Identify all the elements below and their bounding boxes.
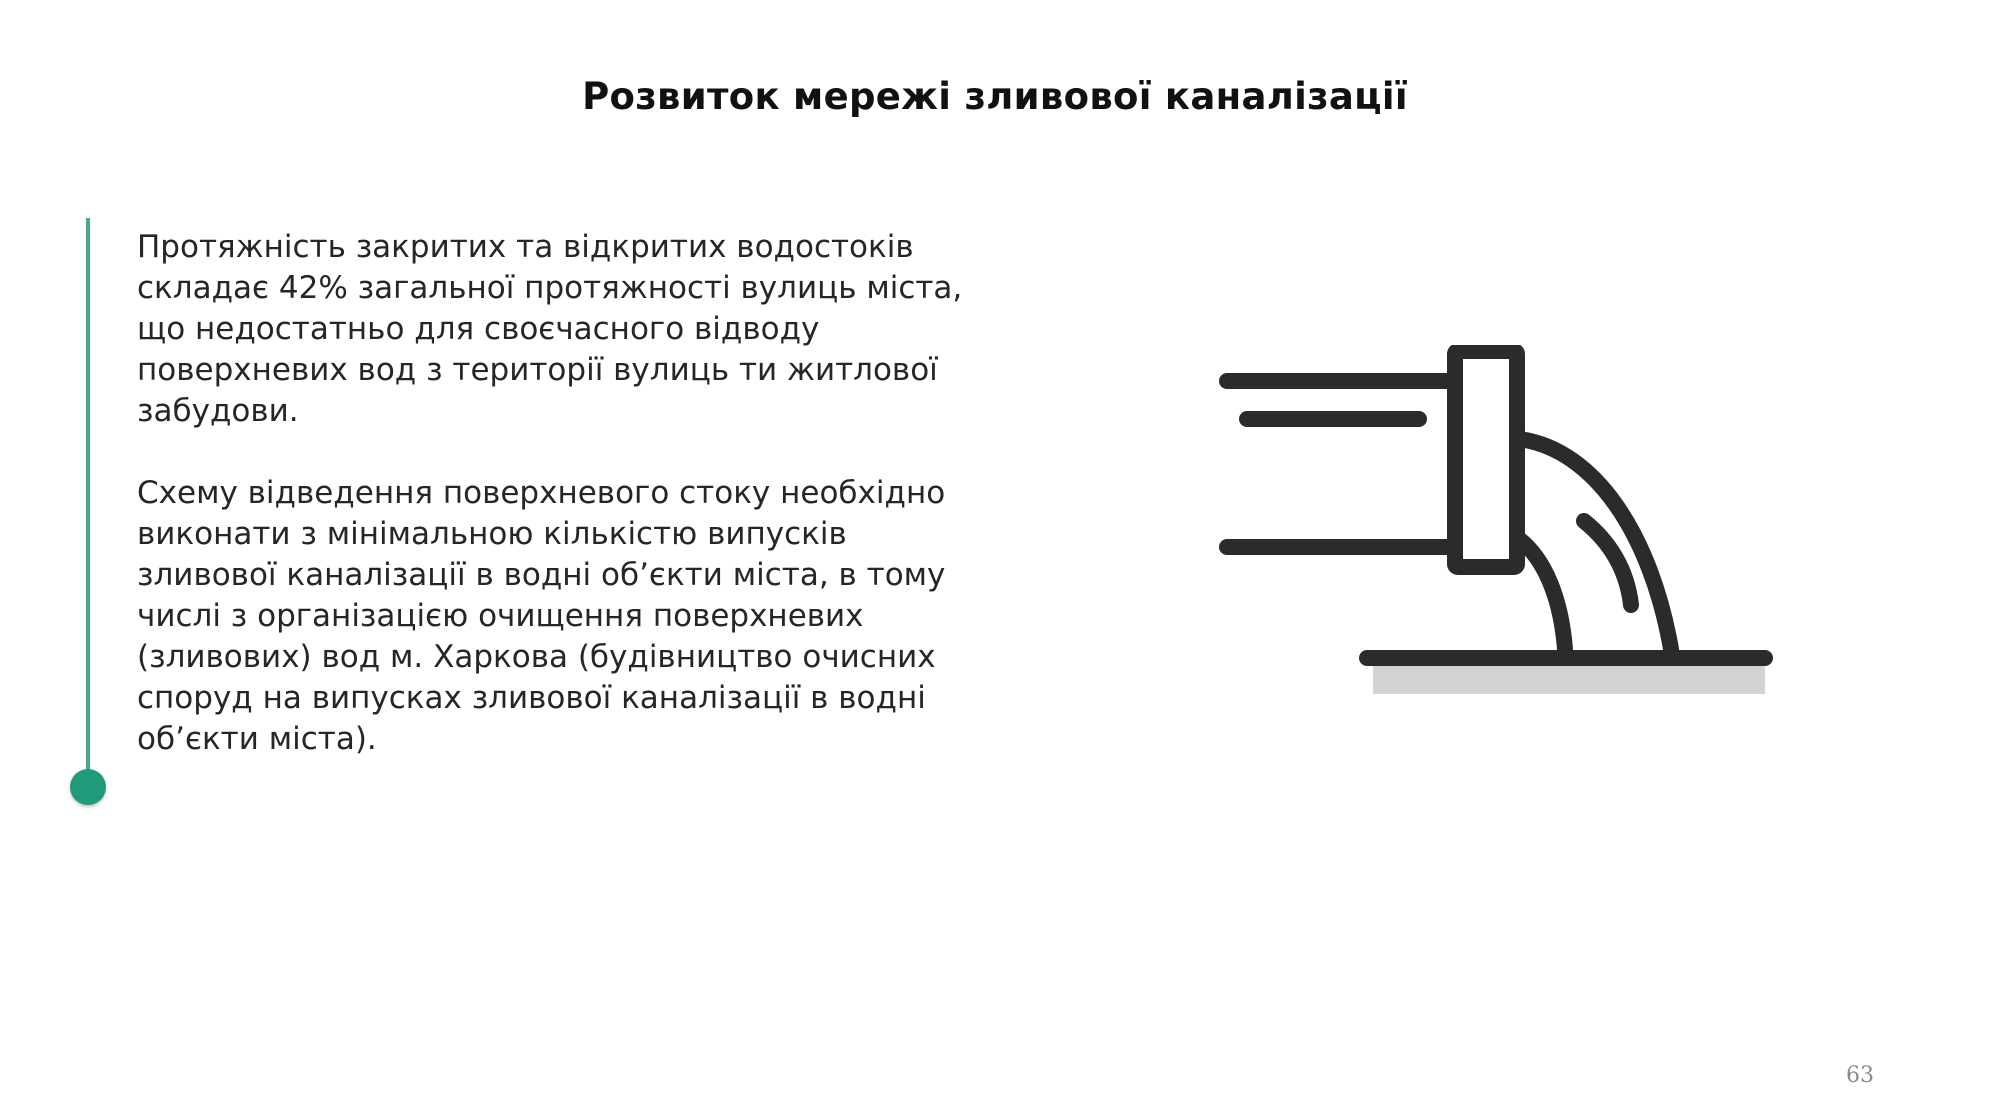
text-line: об’єкти міста). (137, 721, 377, 757)
paragraph-2 (137, 473, 1017, 760)
text-line: поверхневих вод з території вулиць ти житлової (137, 352, 938, 388)
text-line: числі з організацією очищення поверхневих (137, 598, 864, 634)
text-line: складає 42% загальної протяжності вулиць міста, (137, 270, 963, 306)
text-line: споруд на випусках зливової каналізації в водні (137, 680, 926, 716)
text-line: (зливових) вод м. Харкова (будівництво очисних (137, 639, 936, 675)
text-line: Протяжність закритих та відкритих водостоків (137, 229, 914, 265)
timeline-dot (70, 769, 106, 805)
paragraph-1 (137, 227, 1017, 432)
slide-title: Розвиток мережі зливової каналізації (582, 75, 1408, 118)
text-line: забудови. (137, 393, 299, 429)
pipe-flange (1455, 351, 1517, 567)
water-stream (1584, 521, 1631, 605)
body-text (137, 227, 1017, 760)
drain-pipe-icon (1215, 345, 1785, 715)
text-line: що недостатньо для своєчасного відводу (137, 311, 820, 347)
page-number: 63 (1846, 1063, 1874, 1088)
elbow-inner (1519, 539, 1565, 649)
text-line: зливової каналізації в водні об’єкти міста, в тому (137, 557, 946, 593)
elbow-outer (1519, 439, 1671, 649)
timeline-line (86, 218, 90, 780)
text-line: Схему відведення поверхневого стоку необхідно (137, 475, 946, 511)
text-line: виконати з мінімальною кількістю випусків (137, 516, 847, 552)
